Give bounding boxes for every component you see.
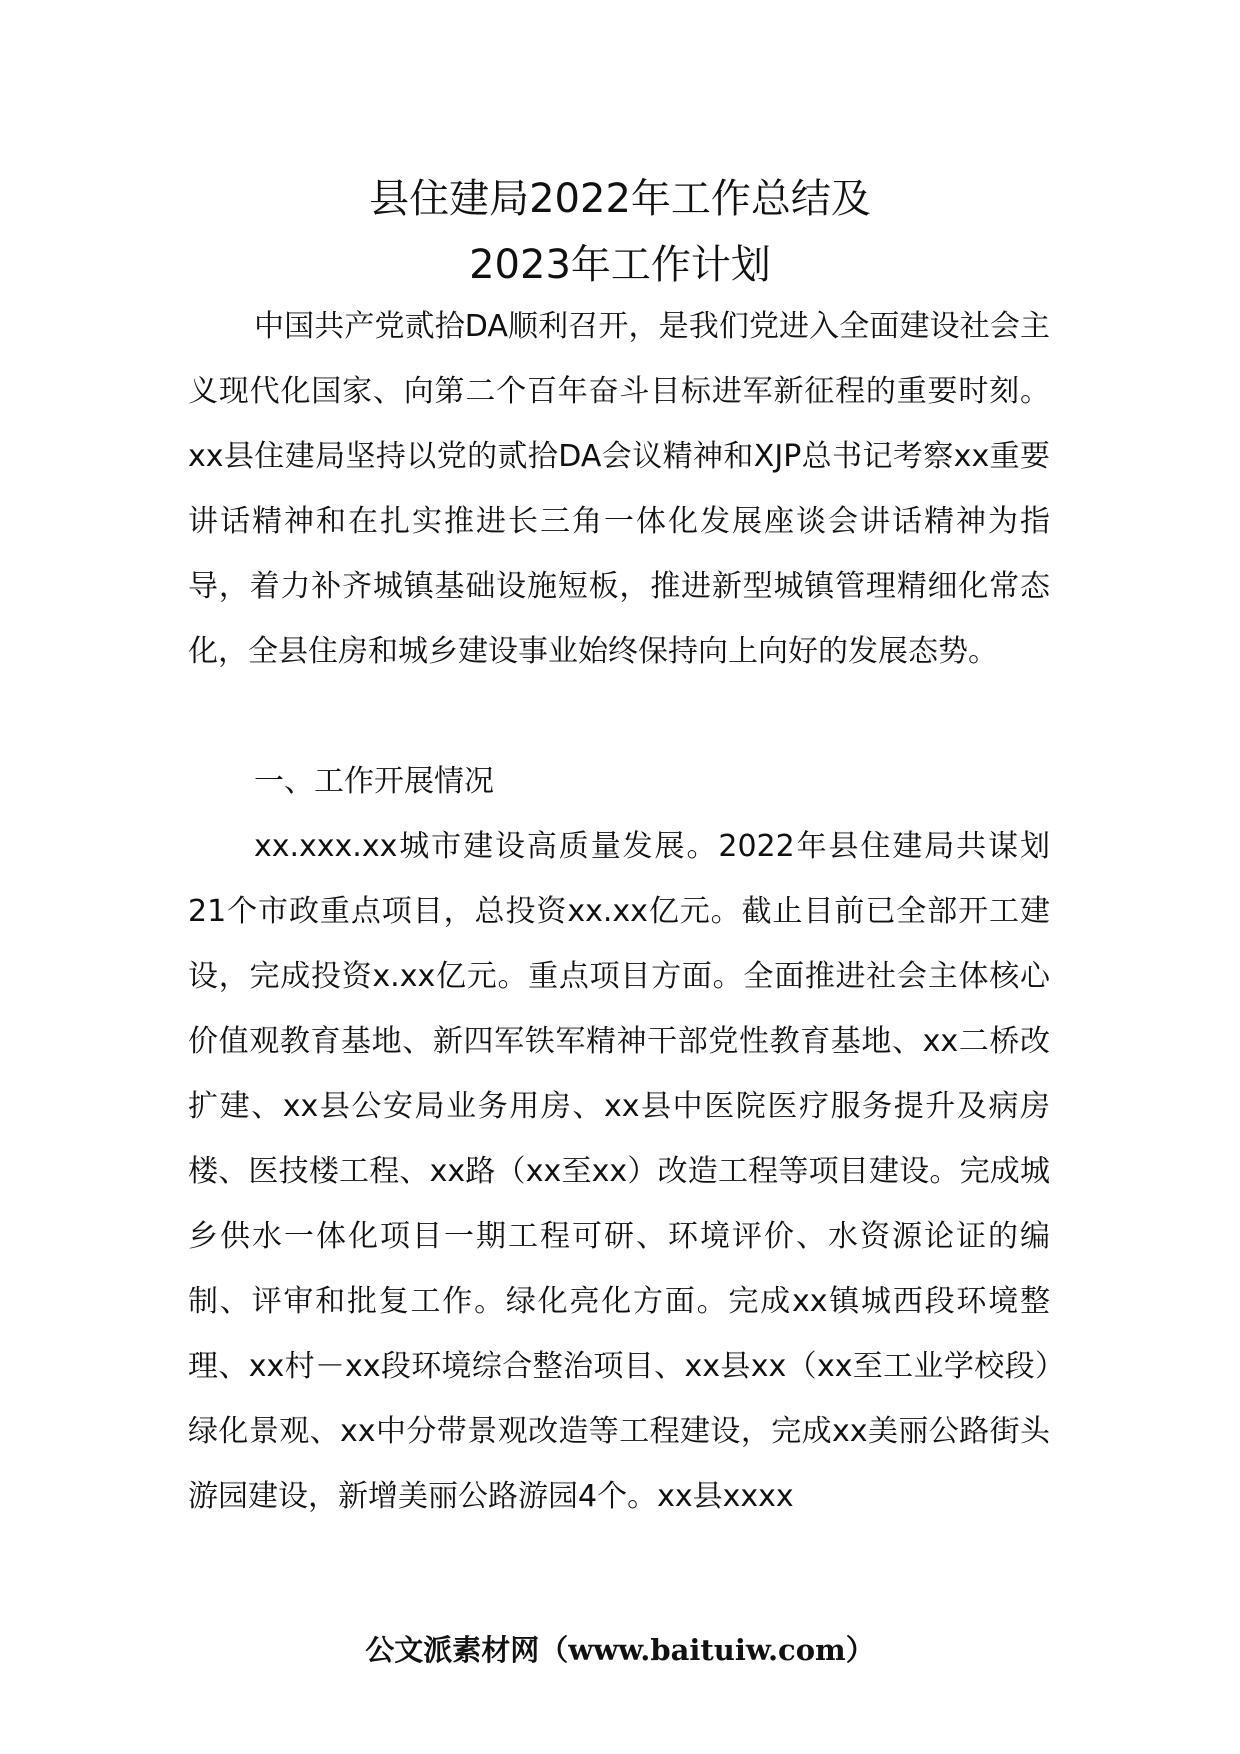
document-title-line-1: 县住建局2022年工作总结及: [369, 176, 871, 222]
document-title-line-2: 2023年工作计划: [469, 242, 771, 288]
footer-watermark: 公文派素材网（www.baituiw.com）: [365, 1633, 875, 1667]
intro-paragraph: 中国共产党贰拾DA顺利召开，是我们党进入全面建设社会主义现代化国家、向第二个百年奋斗目标进军新征程的重要时刻。xx县住建局坚持以党的贰拾DA会议精神和XJP总书记考察xx重要讲话精神和在扎实推进长三角一体化发展座谈会讲话精神为指导，着力补齐城镇基础设施短板，推进新型城镇管理精细化常态化，全县住房和城乡建设事业始终保持向上向好的发展态势。: [188, 309, 1050, 669]
body-paragraph: xx.xxx.xx城市建设高质量发展。2022年县住建局共谋划21个市政重点项目，总投资xx.xx亿元。截止目前已全部开工建设，完成投资x.xx亿元。重点项目方面。全面推进社会主体核心价值观教育基地、新四军铁军精神干部党性教育基地、xx二桥改扩建、xx县公安局业务用房、xx县中医院医疗服务提升及病房楼、医技楼工程、xx路（xx至xx）改造工程等项目建设。完成城乡供水一体化项目一期工程可研、环境评价、水资源论证的编制、评审和批复工作。绿化亮化方面。完成xx镇城西段环境整理、xx村－xx段环境综合整治项目、xx县xx（xx至工业学校段）绿化景观、xx中分带景观改造等工程建设，完成xx美丽公路街头游园建设，新增美丽公路游园4个。xx县xxxx: [188, 829, 1050, 1514]
section-heading: 一、工作开展情况: [254, 764, 494, 799]
